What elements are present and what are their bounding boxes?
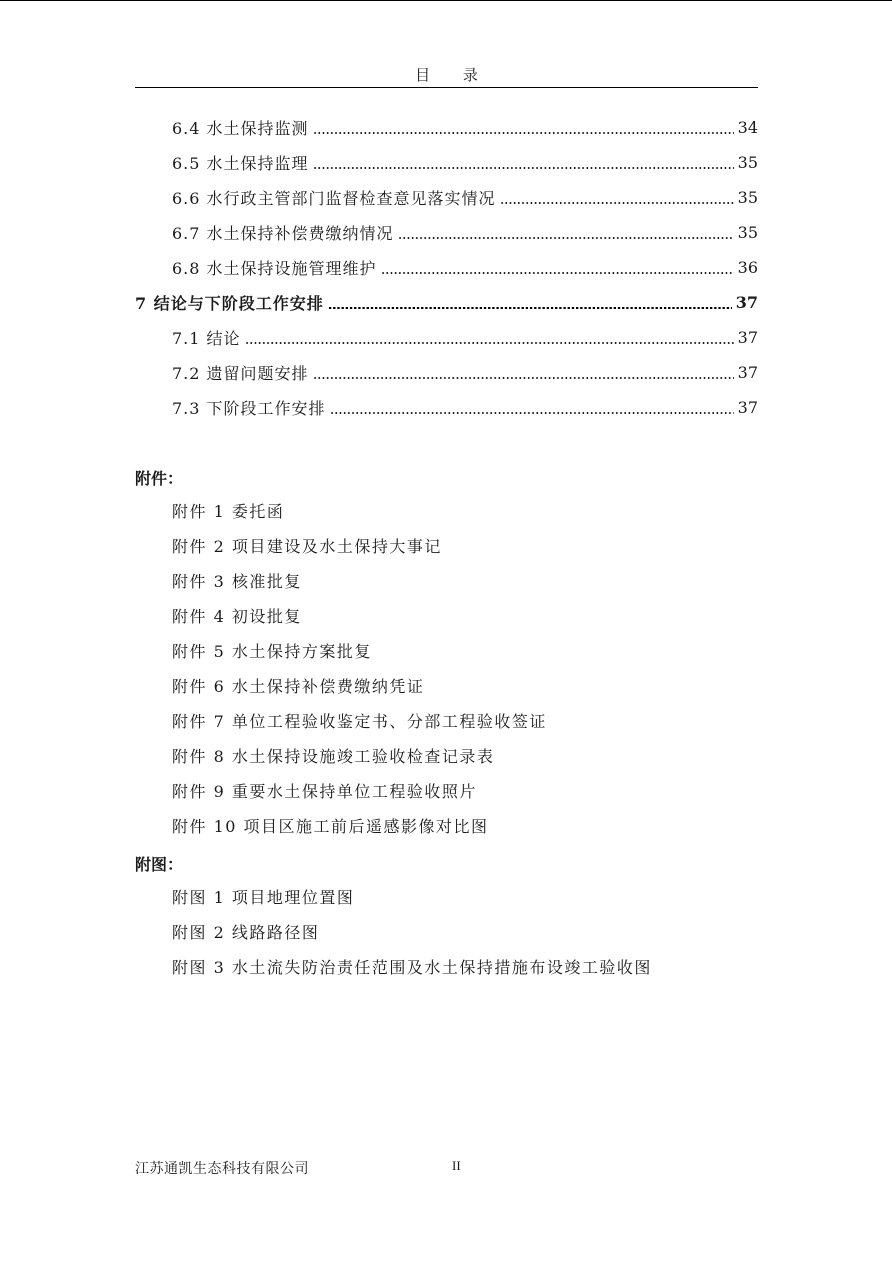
- attachments-heading: 附件：: [135, 469, 184, 488]
- toc-entry-label: 6.6 水行政主管部门监督检查意见落实情况: [172, 189, 496, 208]
- toc-entry-label: 6.4 水土保持监测: [172, 119, 309, 138]
- toc-entry[interactable]: [135, 285, 758, 320]
- attachment-item: 附件 2 项目建设及水土保持大事记: [172, 537, 442, 556]
- toc-entry-page: 37: [735, 293, 758, 312]
- toc-entry[interactable]: [135, 215, 758, 250]
- toc-dot-leader: [313, 132, 734, 134]
- toc-entry-page: 35: [737, 188, 758, 207]
- attachment-item: 附件 10 项目区施工前后遥感影像对比图: [172, 817, 489, 836]
- figure-item: 附图 2 线路路径图: [172, 923, 320, 942]
- toc-dot-leader: [398, 237, 734, 239]
- attachment-item: 附件 7 单位工程验收鉴定书、分部工程验收签证: [172, 712, 547, 731]
- page-header-title: 目 录: [415, 66, 492, 84]
- toc-dot-leader: [313, 167, 734, 169]
- toc-entry[interactable]: [135, 355, 758, 390]
- toc-dot-leader: [381, 272, 734, 274]
- toc-dot-leader: [500, 202, 734, 204]
- attachment-item: 附件 5 水土保持方案批复: [172, 642, 372, 661]
- attachment-item: 附件 4 初设批复: [172, 607, 302, 626]
- attachment-item: 附件 6 水土保持补偿费缴纳凭证: [172, 677, 425, 696]
- figure-item: 附图 3 水土流失防治责任范围及水土保持措施布设竣工验收图: [172, 958, 652, 977]
- header-rule: [135, 87, 758, 88]
- figures-heading: 附图：: [135, 855, 184, 874]
- attachment-item: 附件 9 重要水土保持单位工程验收照片: [172, 782, 477, 801]
- toc-entry-page: 34: [737, 118, 758, 137]
- toc-entry-label: 6.5 水土保持监理: [172, 154, 309, 173]
- toc-entry[interactable]: [135, 390, 758, 425]
- toc-dot-leader: [245, 342, 734, 344]
- toc-entry[interactable]: [135, 180, 758, 215]
- toc-entry[interactable]: [135, 250, 758, 285]
- toc-entry-label: 6.8 水土保持设施管理维护: [172, 259, 377, 278]
- page-top-border: [0, 0, 892, 1]
- toc-entry-label: 7.3 下阶段工作安排: [172, 399, 326, 418]
- attachments-list: [172, 494, 772, 844]
- toc-entry[interactable]: [135, 320, 758, 355]
- toc-entry-page: 37: [737, 363, 758, 382]
- figure-item: 附图 1 项目地理位置图: [172, 888, 355, 907]
- attachment-item: 附件 1 委托函: [172, 502, 285, 521]
- toc-entry-page: 35: [737, 223, 758, 242]
- attachment-item: 附件 8 水土保持设施竣工验收检查记录表: [172, 747, 495, 766]
- toc-entry-page: 37: [737, 398, 758, 417]
- toc-entry-label: 7.2 遗留问题安排: [172, 364, 309, 383]
- toc-entry[interactable]: [135, 145, 758, 180]
- toc-dot-leader: [313, 377, 734, 379]
- toc-entry-page: 37: [737, 328, 758, 347]
- toc-entry-label: 6.7 水土保持补偿费缴纳情况: [172, 224, 394, 243]
- figures-list: [172, 880, 772, 985]
- toc-entry[interactable]: [135, 110, 758, 145]
- toc-list: [135, 110, 758, 425]
- toc-entry-page: 36: [737, 258, 758, 277]
- toc-dot-leader: [330, 412, 734, 414]
- toc-entry-label: 7 结论与下阶段工作安排: [135, 294, 324, 313]
- toc-entry-page: 35: [737, 153, 758, 172]
- toc-dot-leader: [328, 307, 732, 309]
- attachment-item: 附件 3 核准批复: [172, 572, 302, 591]
- footer-company: 江苏通凯生态科技有限公司: [135, 1161, 309, 1177]
- footer-page-number: II: [452, 1158, 461, 1173]
- toc-entry-label: 7.1 结论: [172, 329, 241, 348]
